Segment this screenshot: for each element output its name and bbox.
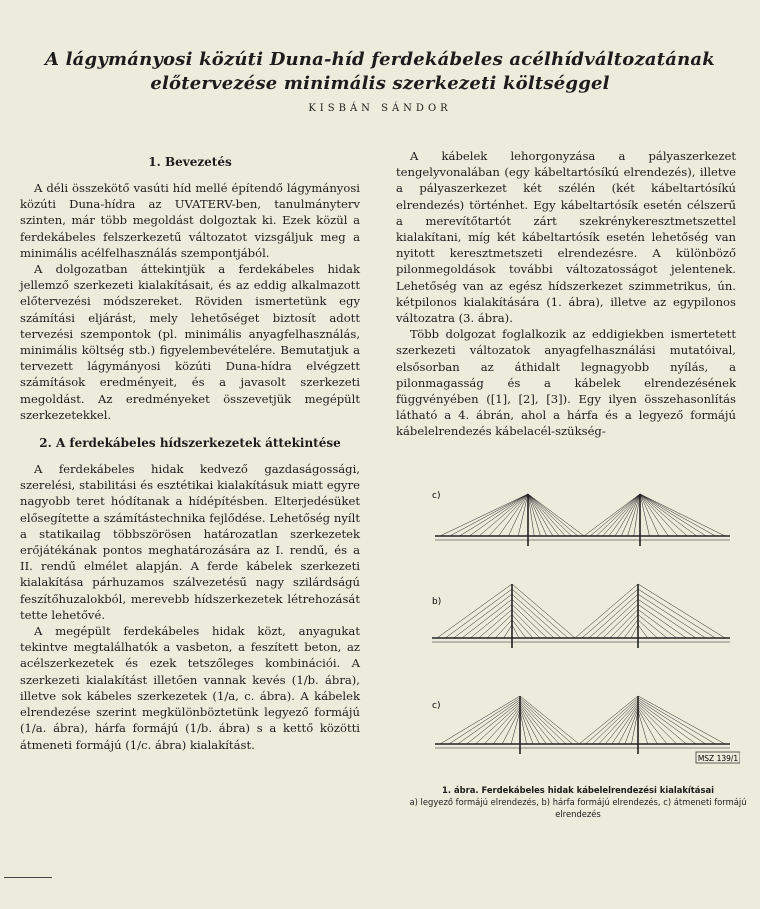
cable <box>518 494 528 536</box>
cable <box>437 584 512 638</box>
cable <box>599 702 638 744</box>
paragraph: A déli összekötő vasúti híd mellé építendő lágymányosi közúti Duna-hídra az UVATERV-ben, tanulmányterv szinten, már több megoldást dolgoztak ki. Ezek közül a ferdekábeles felszerkezetű változatot vizsgáljuk meg a minimális acélfelhasználás szempontjából. <box>20 181 360 260</box>
cable <box>528 494 547 536</box>
title-line-1: A lágymányosi közúti Duna-híd ferdekábeles acélhídváltozatának <box>45 49 715 70</box>
cable <box>528 494 572 536</box>
cable <box>502 709 520 744</box>
cable <box>589 594 638 638</box>
cable <box>631 711 638 744</box>
cable <box>640 494 668 536</box>
cable <box>586 698 638 744</box>
cable <box>528 494 565 536</box>
section-heading: 2. A ferdekábeles hídszerkezetek áttekintése <box>39 436 341 451</box>
cable <box>638 698 715 744</box>
cable <box>590 494 640 536</box>
cable <box>528 494 559 536</box>
paragraph: A kábelek lehorgonyzása a pályaszerkezet tengelyvonalában (egy kábeltartósíkú elrendezés), illetve a pályaszerkezet két szélén (két kábeltartósíkú elrendezés) történhet. Egy kábeltartósík esetén célszerű a merevítőtartót zárt szekrénykeresztmetszettel kialakítani, míg két kábeltartósík esetén lehetőség van nyitott keresztmetszeti elrendezésre. A különböző pilonmegoldások további változatosságot jelentenek. Lehetőség van az egész hídszerkezet szimmetrikus, ún. kétpilonos kialakítására (1. ábra), illetve az egypilonos változatra (3. ábra). <box>396 149 736 326</box>
cable <box>621 494 640 536</box>
cable <box>469 494 528 536</box>
cable <box>584 494 640 536</box>
cable <box>511 711 520 744</box>
cable <box>454 594 512 638</box>
cable <box>508 494 528 536</box>
cable <box>512 615 533 638</box>
cable <box>638 615 667 638</box>
cable <box>640 494 697 536</box>
cable <box>499 494 528 536</box>
cable <box>462 599 512 638</box>
cable <box>484 705 520 744</box>
cable <box>638 705 677 744</box>
cable <box>528 494 553 536</box>
cable <box>489 494 528 536</box>
cable <box>638 711 648 744</box>
cable <box>638 599 696 638</box>
figure-caption-title: 1. ábra. Ferdekábeles hidak kábelelrendezési kialakításai <box>442 785 714 795</box>
cable <box>609 494 640 536</box>
cable <box>467 702 520 744</box>
cable <box>612 705 638 744</box>
cable <box>638 700 706 744</box>
cable <box>440 696 520 744</box>
cable <box>450 494 528 536</box>
footer-rule <box>4 877 52 878</box>
cable <box>520 698 572 744</box>
cable <box>528 494 584 536</box>
figure-stamp: MSZ 139/1 <box>697 754 739 763</box>
cable <box>631 625 638 638</box>
cable <box>520 702 559 744</box>
cable <box>640 494 678 536</box>
cable <box>479 610 512 639</box>
cable <box>625 709 638 744</box>
cable <box>603 494 640 536</box>
section-heading: 1. Bevezetés <box>148 155 232 169</box>
figure-caption <box>398 784 758 820</box>
bridge-drawings <box>420 486 740 786</box>
cable <box>617 615 638 638</box>
title-line-2: előtervezése minimális szerkezeti költséggel <box>150 73 610 94</box>
cable <box>520 711 527 744</box>
cable <box>640 494 649 536</box>
cable <box>640 494 725 536</box>
figure-caption-text: a) legyező formájú elrendezés, b) hárfa formájú elrendezés, c) átmeneti formájú elrendezés <box>409 797 747 819</box>
left-column <box>20 148 360 753</box>
cable <box>638 702 696 744</box>
cable <box>528 494 578 536</box>
paragraph: A ferdekábeles hidak kedvező gazdaságossági, szerelési, stabilitási és esztétikai kialakításuk miatt egyre nagyobb teret hódítanak a hídépítésben. Elterjedésüket elősegítette a számítástechnika fejlődése. Lehetőség nyílt a statikailag többszörösen határozatlan szerkezetek erőjátékának pontos meghatározására az I. rendű, és a II. rendű elmélet alapján. A ferde kábelek szerkezeti kialakítása párhuzamos szálvezetésű nagy szilárdságú feszítőhuzalokból, merevebb hídszerkezetek létrehozását tette lehetővé. <box>20 462 360 622</box>
cable <box>596 494 640 536</box>
bridge-sketches <box>432 494 730 754</box>
figure-label-c: c) <box>432 701 441 711</box>
cable <box>512 610 540 639</box>
author-name: KISBÁN SÁNDOR <box>308 103 452 114</box>
cable <box>520 700 566 744</box>
cable <box>610 610 638 639</box>
cable <box>596 599 638 638</box>
cable <box>504 625 512 638</box>
cable <box>512 599 554 638</box>
cable <box>520 709 533 744</box>
cable <box>458 700 520 744</box>
cable <box>615 494 640 536</box>
cable <box>512 594 561 638</box>
cable <box>640 494 706 536</box>
cable <box>640 494 659 536</box>
cable <box>512 625 519 638</box>
bridge-figure <box>420 486 740 786</box>
cable <box>592 700 638 744</box>
paragraph: A megépült ferdekábeles hidak közt, anyagukat tekintve megtalálhatók a vasbeton, a feszített beton, az acélszerkezetek és ezek tetszőleges kombinációi. A szerkezeti kialakítást illetően vannak kevés (1/b. ábra), illetve sok kábeles szerkezetek (1/a, c. ábra). A kábelek elrendezése szerint megkülönböztetünk legyező formájú (1/a. ábra), hárfa formájú (1/b. ábra) s a kettő közötti átmeneti formájú (1/c. ábra) kialakítást. <box>20 624 360 752</box>
cable <box>449 698 520 744</box>
cable <box>487 615 512 638</box>
cable <box>638 709 657 744</box>
cable <box>440 494 528 536</box>
cable <box>638 610 677 639</box>
cable <box>638 696 725 744</box>
figure-label-a: c) <box>432 491 441 501</box>
cable <box>520 696 579 744</box>
figure-label-b: b) <box>432 597 442 607</box>
cable <box>479 494 528 536</box>
paragraph: A dolgozatban áttekintjük a ferdekábeles hidak jellemző szerkezeti kialakításait, és az eddig alkalmazott előtervezési módszereket. Röviden ismertetünk egy számítási eljárást, mely lehetőséget biztosít adott tervezési szempontok (pl. minimális anyagfelhasználás, minimális költség stb.) figyelembevételére. Bemutatjuk a tervezett lágymányosi közúti Duna-hídra elvégzett számítások eredményeit, és a javasolt szerkezeti megoldást. Az eredményeket összevetjük megépült szerkezetekkel. <box>20 262 360 422</box>
cable <box>575 584 638 638</box>
article-title <box>40 48 720 96</box>
cable <box>520 705 546 744</box>
right-column <box>396 148 736 440</box>
cable <box>640 494 716 536</box>
paragraph: Több dolgozat foglalkozik az eddigiekben ismertetett szerkezeti változatok anyagfelhasználási mutatóival, elsősorban az áthidalt legnagyobb nyílás, a pilonmagasság és a kábelek elrendezésének függvényében ([1], [2], [3]). Egy ilyen összehasonlítás látható a 4. ábrán, ahol a hárfa és a legyező formájú kábelelrendezés kábelacél-szükség- <box>396 327 736 439</box>
cable <box>638 584 725 638</box>
cable <box>460 494 528 536</box>
cable <box>640 494 687 536</box>
cable <box>638 625 648 638</box>
cable <box>638 594 706 638</box>
cable <box>512 584 575 638</box>
cable <box>579 696 638 744</box>
